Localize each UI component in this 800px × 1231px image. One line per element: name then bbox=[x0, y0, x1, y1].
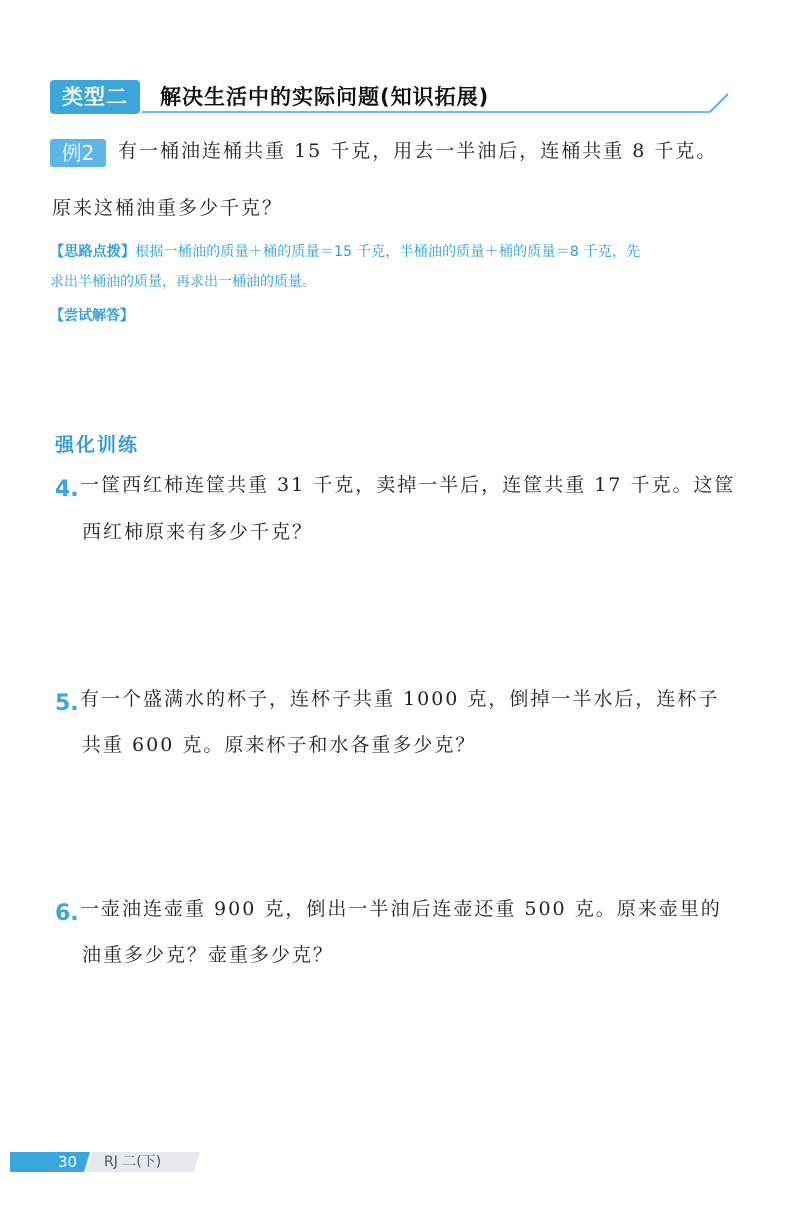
example-question-line-2: 原来这桶油重多少千克？ bbox=[52, 197, 284, 219]
question-number: 4. bbox=[55, 477, 79, 502]
question-4-line-1: 一筐西红柿连筐共重 31 千克，卖掉一半后，连筐共重 17 千克。这筐 bbox=[80, 474, 736, 496]
hint-text-line-2: 求出半桶油的质量，再求出一桶油的质量。 bbox=[50, 274, 316, 290]
section-type-badge: 类型二 bbox=[50, 80, 140, 114]
edition-label: RJ 二(下) bbox=[104, 1154, 162, 1170]
question-5-line-2: 共重 600 克。原来杯子和水各重多少克？ bbox=[82, 734, 477, 756]
training-heading: 强化训练 bbox=[55, 434, 140, 456]
question-6-line-1: 一壶油连壶重 900 克，倒出一半油后连壶还重 500 克。原来壶里的 bbox=[80, 898, 722, 920]
hint-paragraph-line-1 bbox=[50, 238, 755, 267]
question-6-line-2: 油重多少克？壶重多少克？ bbox=[82, 944, 335, 966]
example-question-line-1: 有一桶油连桶共重 15 千克，用去一半油后，连桶共重 8 千克。 bbox=[118, 140, 718, 162]
try-answer-label: 【尝试解答】 bbox=[50, 308, 134, 324]
question-5-line-1: 有一个盛满水的杯子，连杯子共重 1000 克，倒掉一半水后，连杯子 bbox=[80, 688, 720, 710]
hint-text-line-1: 根据一桶油的质量＋桶的质量＝15 千克，半桶油的质量＋桶的质量＝8 千克，先 bbox=[135, 244, 641, 260]
question-number: 6. bbox=[55, 901, 79, 926]
question-number: 5. bbox=[55, 691, 79, 716]
footer-page-tab bbox=[0, 1150, 200, 1174]
question-4-line-2: 西红柿原来有多少千克？ bbox=[82, 521, 314, 543]
hint-label: 【思路点拨】 bbox=[50, 244, 136, 260]
example-badge: 例2 bbox=[50, 139, 106, 167]
page-number: 30 bbox=[58, 1153, 78, 1171]
section-title: 解决生活中的实际问题(知识拓展) bbox=[160, 85, 490, 109]
